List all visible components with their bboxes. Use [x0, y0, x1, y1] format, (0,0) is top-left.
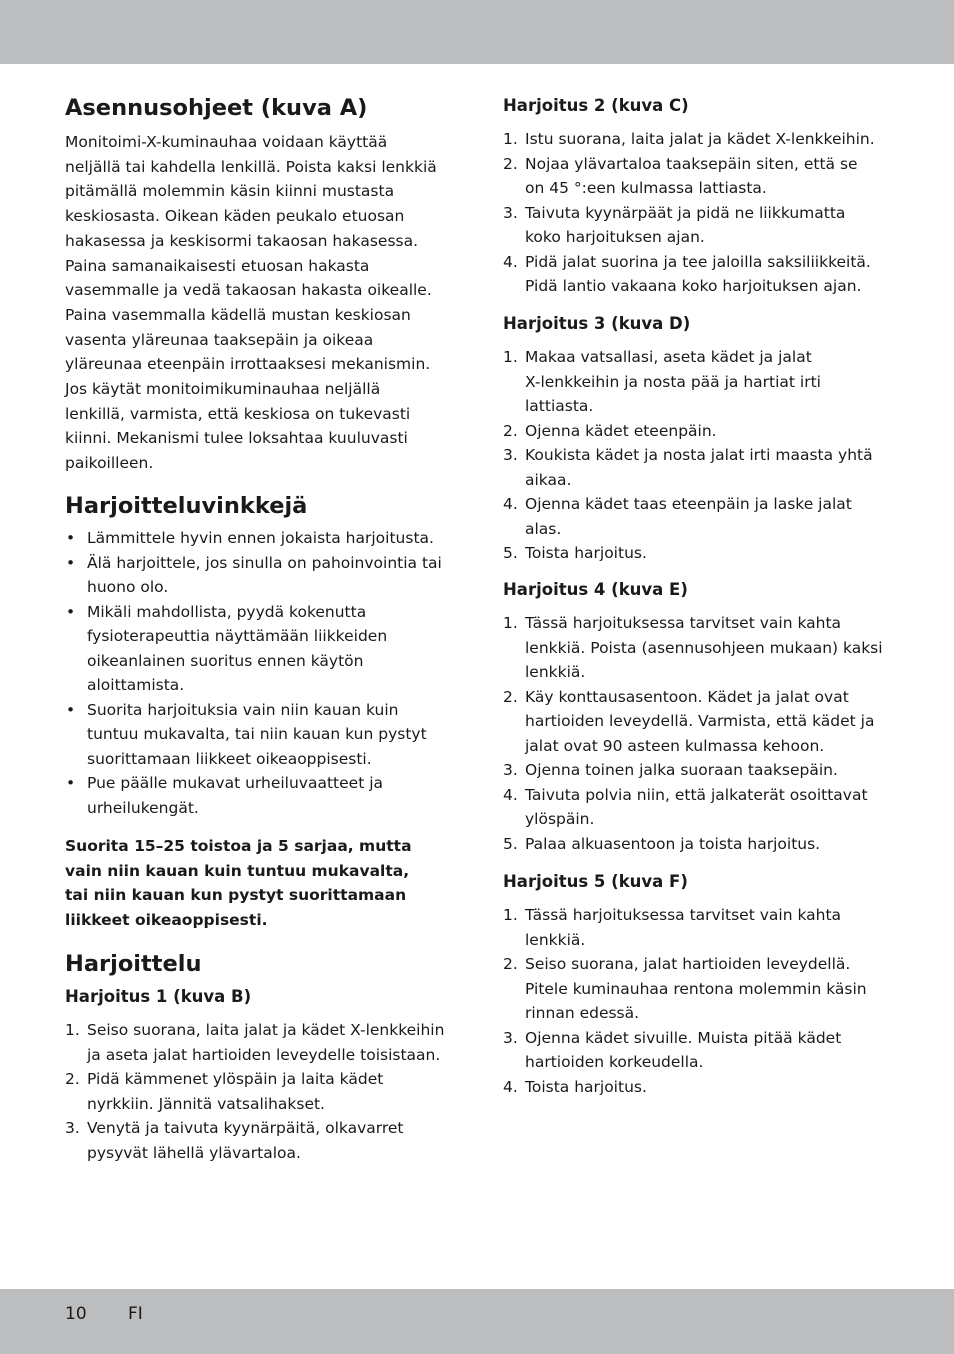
step-item	[503, 127, 875, 152]
text-line: Palaa alkuasentoon ja toista harjoitus.	[525, 834, 821, 853]
text-line: Seiso suorana, laita jalat ja kädet X-lenkkeihin	[87, 1021, 445, 1039]
step-number: 5.	[503, 834, 518, 853]
text-line: Lämmittele hyvin ennen jokaista harjoitusta.	[87, 529, 434, 547]
text-line: Suorita 15–25 toistoa ja 5 sarjaa, mutta	[65, 837, 412, 855]
tips-heading: Harjoitteluvinkkejä	[65, 493, 308, 519]
language-code: FI	[128, 1304, 143, 1324]
step-item	[503, 443, 873, 492]
exercise-1-title: Harjoitus 1 (kuva B)	[65, 987, 252, 1006]
step-item	[503, 541, 873, 566]
header-band	[0, 0, 954, 64]
text-line: Ojenna kädet sivuille. Muista pitää kädet	[525, 1028, 842, 1047]
text-line: Pue päälle mukavat urheiluvaatteet ja	[87, 774, 383, 792]
text-line: Pidä jalat suorina ja tee jaloilla saksiliikkeitä.	[525, 252, 871, 271]
text-line: vasemmalle ja vedä takaosan hakasta oikealle.	[65, 281, 432, 300]
text-line: hartioiden korkeudella.	[525, 1053, 704, 1071]
text-line: Suorita harjoituksia vain niin kauan kuin	[87, 700, 399, 719]
step-number: 2.	[65, 1070, 80, 1088]
text-line: Makaa vatsallasi, aseta kädet ja jalat	[525, 348, 812, 366]
text-line: pysyvät lähellä ylävartaloa.	[87, 1143, 301, 1162]
step-item	[503, 152, 875, 201]
exercise-2-steps	[503, 127, 875, 299]
exercise-5-title: Harjoitus 5 (kuva F)	[503, 872, 688, 891]
step-item	[503, 685, 883, 759]
text-line: tai niin kauan kun pystyt suorittamaan	[65, 886, 407, 904]
text-line: Älä harjoittele, jos sinulla on pahoinvointia tai	[87, 553, 442, 572]
text-line: koko harjoituksen ajan.	[525, 228, 705, 246]
text-line: Tässä harjoituksessa tarvitset vain kahta	[525, 906, 842, 924]
text-line: Paina samanaikaisesti etuosan hakasta	[65, 256, 370, 275]
text-line: aloittamista.	[87, 676, 185, 694]
step-item	[503, 250, 875, 299]
step-item	[503, 783, 883, 832]
text-line: lattiasta.	[525, 397, 594, 415]
text-line: Käy konttausasentoon. Kädet ja jalat ovat	[525, 687, 849, 706]
text-line: Ojenna toinen jalka suoraan taaksepäin.	[525, 761, 838, 779]
training-heading: Harjoittelu	[65, 951, 202, 977]
text-line: yläreunaa eteenpäin irrottaaksesi mekanismin.	[65, 355, 431, 374]
text-line: vain niin kauan kuin tuntuu mukavalta,	[65, 861, 410, 880]
step-number: 4.	[503, 495, 518, 513]
text-line: ylöspäin.	[525, 810, 595, 828]
step-item	[503, 201, 875, 250]
text-line: Venytä ja taivuta kyynärpäitä, olkavarret	[87, 1119, 404, 1137]
text-line: Taivuta polvia niin, että jalkaterät osoittavat	[525, 785, 868, 804]
step-number: 1.	[65, 1021, 80, 1039]
footer-band	[0, 1289, 954, 1354]
text-line: lenkkiä.	[525, 930, 586, 949]
step-item	[503, 832, 883, 857]
step-number: 3.	[503, 446, 518, 464]
text-line: Istu suorana, laita jalat ja kädet X-lenkkeihin.	[525, 130, 875, 148]
text-line: lenkkiä. Poista (asennusohjeen mukaan) kaksi	[525, 638, 883, 657]
step-number: 4.	[503, 1077, 518, 1096]
step-number: 3.	[503, 203, 518, 222]
step-item	[503, 952, 867, 1026]
step-number: 1.	[503, 348, 518, 366]
text-line: huono olo.	[87, 578, 169, 596]
step-item	[65, 1067, 444, 1116]
text-line: Ojenna kädet eteenpäin.	[525, 421, 717, 440]
text-line: Taivuta kyynärpäät ja pidä ne liikkumatta	[525, 203, 846, 222]
text-line: tuntuu mukavalta, tai niin kauan kun pystyt	[87, 725, 427, 743]
step-item	[503, 758, 883, 783]
text-line: Seiso suorana, jalat hartioiden leveydellä.	[525, 955, 851, 973]
text-line: Pitele kuminauhaa rentona molemmin käsin	[525, 979, 867, 998]
text-line: Ojenna kädet taas eteenpäin ja laske jalat	[525, 495, 852, 513]
exercise-1-steps	[65, 1018, 444, 1165]
text-line: alas.	[525, 519, 562, 538]
step-number: 2.	[503, 687, 518, 706]
text-line: X-lenkkeihin ja nosta pää ja hartiat irti	[525, 372, 821, 391]
step-item	[503, 419, 873, 444]
text-line: paikoilleen.	[65, 454, 154, 473]
text-line: Paina vasemmalla kädellä mustan keskiosan	[65, 305, 411, 324]
bullet-marker: •	[66, 774, 76, 792]
text-line: on 45 °:een kulmassa lattiasta.	[525, 179, 767, 197]
text-line: Toista harjoitus.	[525, 1077, 647, 1096]
text-line: suorittamaan liikkeet oikeaoppisesti.	[87, 749, 372, 768]
step-number: 1.	[503, 614, 518, 632]
exercise-3-steps	[503, 345, 873, 566]
step-item	[503, 492, 873, 541]
text-line: Koukista kädet ja nosta jalat irti maasta yhtä	[525, 446, 873, 464]
text-line: kiinni. Mekanismi tulee loksahtaa kuuluvasti	[65, 429, 408, 448]
text-line: Monitoimi-X-kuminauhaa voidaan käyttää	[65, 133, 388, 151]
exercise-4-title: Harjoitus 4 (kuva E)	[503, 580, 688, 599]
text-line: keskiosasta. Oikean käden peukalo etuosan	[65, 207, 405, 226]
text-line: pitämällä molemmin käsin kiinni mustasta	[65, 182, 395, 201]
text-line: neljällä tai kahdella lenkillä. Poista kaksi lenkkiä	[65, 157, 437, 176]
text-line: hartioiden leveydellä. Varmista, että kädet ja	[525, 712, 875, 730]
exercise-3-title: Harjoitus 3 (kuva D)	[503, 314, 691, 333]
text-line: oikeanlainen suoritus ennen käytön	[87, 651, 364, 670]
text-line: nyrkkiin. Jännitä vatsalihakset.	[87, 1094, 325, 1113]
step-number: 4.	[503, 785, 518, 804]
step-number: 2.	[503, 154, 518, 173]
text-line: Toista harjoitus.	[525, 544, 647, 562]
step-item	[65, 1116, 444, 1165]
text-line: aikaa.	[525, 470, 572, 489]
text-line: Pidä lantio vakaana koko harjoituksen ajan.	[525, 277, 862, 295]
text-line: vasenta yläreunaa taaksepäin ja oikeaa	[65, 330, 374, 349]
bullet-marker: •	[66, 700, 76, 719]
step-item	[503, 903, 867, 952]
text-line: ja aseta jalat hartioiden leveydelle toisistaan.	[87, 1045, 441, 1064]
text-line: fysioterapeuttia näyttämään liikkeiden	[87, 627, 388, 645]
text-line: lenkillä, varmista, että keskiosa on tukevasti	[65, 404, 411, 423]
bullet-marker: •	[66, 529, 76, 547]
assembly-paragraph	[65, 130, 450, 476]
text-line: Mikäli mahdollista, pyydä kokenutta	[87, 602, 367, 621]
text-line: urheilukengät.	[87, 798, 199, 817]
assembly-heading: Asennusohjeet (kuva A)	[65, 95, 368, 121]
tip-item	[65, 600, 442, 698]
step-item	[65, 1018, 444, 1067]
step-item	[503, 611, 883, 685]
text-line: Jos käytät monitoimikuminauhaa neljällä	[65, 380, 381, 399]
step-item	[503, 345, 873, 419]
step-item	[503, 1026, 867, 1075]
step-number: 4.	[503, 252, 518, 271]
tip-item	[65, 771, 442, 820]
step-number: 2.	[503, 421, 518, 440]
text-line: Tässä harjoituksessa tarvitset vain kahta	[525, 614, 842, 632]
step-number: 2.	[503, 955, 518, 973]
tips-list	[65, 526, 442, 820]
text-line: lenkkiä.	[525, 663, 586, 681]
exercise-5-steps	[503, 903, 867, 1099]
tip-item	[65, 551, 442, 600]
bullet-marker: •	[66, 602, 76, 621]
page-number: 10	[65, 1304, 87, 1324]
exercise-4-steps	[503, 611, 883, 856]
step-number: 3.	[503, 761, 518, 779]
step-number: 5.	[503, 544, 518, 562]
tip-item	[65, 698, 442, 772]
text-line: liikkeet oikeaoppisesti.	[65, 910, 268, 929]
step-number: 1.	[503, 906, 518, 924]
step-item	[503, 1075, 867, 1100]
step-number: 3.	[65, 1119, 80, 1137]
text-line: rinnan edessä.	[525, 1004, 640, 1022]
tips-note	[65, 834, 412, 932]
tip-item	[65, 526, 442, 551]
text-line: Nojaa ylävartaloa taaksepäin siten, että se	[525, 154, 858, 173]
bullet-marker: •	[66, 553, 76, 572]
text-line: hakasessa ja keskisormi takaosan hakasessa.	[65, 231, 419, 250]
text-line: jalat ovat 90 asteen kulmassa kehoon.	[525, 736, 825, 755]
exercise-2-title: Harjoitus 2 (kuva C)	[503, 96, 689, 115]
step-number: 1.	[503, 130, 518, 148]
step-number: 3.	[503, 1028, 518, 1047]
text-line: Pidä kämmenet ylöspäin ja laita kädet	[87, 1070, 384, 1088]
